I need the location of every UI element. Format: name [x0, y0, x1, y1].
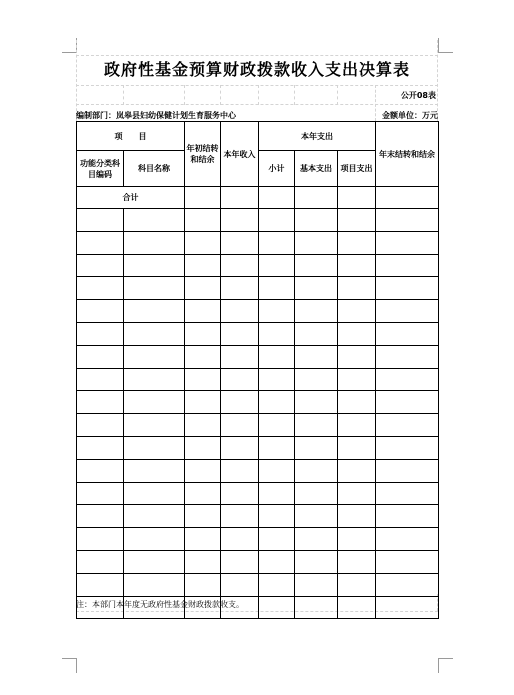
table-cell — [259, 345, 295, 368]
table-cell — [185, 345, 221, 368]
header-beginning-balance: 年初结转和结余 — [185, 122, 221, 187]
table-cell — [259, 277, 295, 300]
table-cell — [124, 345, 185, 368]
table-cell — [124, 573, 185, 596]
table-cell — [185, 231, 221, 254]
table-cell — [376, 414, 439, 437]
table-cell — [259, 231, 295, 254]
table-cell — [124, 277, 185, 300]
table-cell — [221, 414, 259, 437]
table-cell — [338, 368, 376, 391]
table-row — [77, 322, 439, 345]
table-cell — [221, 254, 259, 277]
table-cell — [338, 277, 376, 300]
table-cell — [77, 436, 124, 459]
table-cell — [124, 436, 185, 459]
form-number: 公开08表 — [400, 91, 436, 100]
page-title: 政府性基金预算财政拨款收入支出决算表 — [103, 60, 410, 79]
table-cell — [295, 300, 338, 323]
header-project-expenditure: 项目支出 — [338, 151, 376, 187]
table-cell — [221, 528, 259, 551]
table-cell — [295, 368, 338, 391]
table-cell — [376, 505, 439, 528]
table-cell — [185, 482, 221, 505]
budget-table — [76, 121, 439, 619]
table-cell — [77, 505, 124, 528]
table-row — [77, 573, 439, 596]
table-cell — [221, 482, 259, 505]
table-cell — [185, 322, 221, 345]
table-cell — [338, 596, 376, 619]
table-cell — [185, 209, 221, 232]
total-label: 合计 — [77, 187, 185, 209]
table-cell — [259, 209, 295, 232]
header-basic-expenditure: 基本支出 — [295, 151, 338, 187]
table-cell — [338, 414, 376, 437]
table-cell — [295, 187, 338, 209]
table-row — [77, 505, 439, 528]
table-cell — [77, 231, 124, 254]
header-income: 本年收入 — [221, 122, 259, 187]
table-cell — [221, 322, 259, 345]
table-cell — [221, 231, 259, 254]
header-year-end-balance: 年末结转和结余 — [376, 122, 439, 187]
table-cell — [295, 596, 338, 619]
table-cell — [376, 391, 439, 414]
table-cell — [259, 550, 295, 573]
dept-name: 岚皋县妇幼保健计划生育服务中心 — [116, 111, 236, 120]
table-cell — [338, 573, 376, 596]
table-cell — [185, 414, 221, 437]
table-cell — [124, 254, 185, 277]
unit-label: 金额单位： — [382, 111, 422, 120]
table-cell — [77, 414, 124, 437]
unit-value: 万元 — [422, 111, 438, 120]
table-row — [77, 414, 439, 437]
table-cell — [376, 300, 439, 323]
table-cell — [259, 322, 295, 345]
table-cell — [77, 482, 124, 505]
gridline — [258, 85, 259, 105]
table-cell — [124, 459, 185, 482]
table-cell — [77, 573, 124, 596]
table-cell — [295, 322, 338, 345]
table-cell — [221, 505, 259, 528]
table-cell — [77, 391, 124, 414]
table-cell — [295, 436, 338, 459]
table-cell — [124, 528, 185, 551]
header-function-code: 功能分类科目编码 — [77, 151, 124, 187]
table-cell — [338, 528, 376, 551]
table-cell — [124, 550, 185, 573]
table-cell — [185, 254, 221, 277]
table-row — [77, 459, 439, 482]
footnote: 注：本部门本年度无政府性基金财政拨款收支。 — [76, 600, 244, 609]
gridline — [294, 85, 295, 105]
table-cell — [259, 596, 295, 619]
table-cell — [295, 482, 338, 505]
table-cell — [338, 231, 376, 254]
table-cell — [124, 482, 185, 505]
header-expenditure: 本年支出 — [259, 122, 376, 151]
table-cell — [185, 391, 221, 414]
table-cell — [295, 254, 338, 277]
gridline — [76, 104, 438, 105]
table-cell — [221, 209, 259, 232]
total-row — [77, 187, 439, 209]
table-cell — [338, 254, 376, 277]
table-cell — [124, 209, 185, 232]
table-cell — [295, 573, 338, 596]
table-cell — [376, 436, 439, 459]
table-row — [77, 209, 439, 232]
header-subject-name: 科目名称 — [124, 151, 185, 187]
table-cell — [259, 459, 295, 482]
table-cell — [77, 322, 124, 345]
table-cell — [376, 254, 439, 277]
table-cell — [221, 436, 259, 459]
table-cell — [77, 345, 124, 368]
dept-label: 编制部门： — [76, 111, 116, 120]
table-cell — [295, 459, 338, 482]
table-cell — [259, 391, 295, 414]
table-row — [77, 550, 439, 573]
table-cell — [185, 368, 221, 391]
gridline — [375, 85, 376, 121]
table-cell — [185, 436, 221, 459]
table-cell — [376, 209, 439, 232]
table-cell — [376, 596, 439, 619]
table-cell — [295, 528, 338, 551]
table-cell — [185, 187, 221, 209]
table-cell — [338, 482, 376, 505]
table-cell — [259, 482, 295, 505]
table-cell — [185, 505, 221, 528]
table-cell — [338, 436, 376, 459]
table-cell — [295, 345, 338, 368]
table-cell — [124, 300, 185, 323]
table-cell — [338, 391, 376, 414]
table-cell — [77, 254, 124, 277]
header-items: 项 目 — [77, 122, 185, 151]
table-cell — [338, 550, 376, 573]
table-cell — [338, 300, 376, 323]
table-cell — [221, 550, 259, 573]
table-cell — [376, 459, 439, 482]
table-cell — [221, 368, 259, 391]
table-cell — [376, 277, 439, 300]
crop-mark-top-right — [438, 38, 453, 53]
table-cell — [124, 391, 185, 414]
table-cell — [338, 459, 376, 482]
table-row — [77, 436, 439, 459]
table-cell — [376, 528, 439, 551]
table-cell — [376, 573, 439, 596]
table-cell — [77, 528, 124, 551]
crop-mark-bottom-right — [438, 658, 453, 673]
table-cell — [185, 573, 221, 596]
table-cell — [295, 414, 338, 437]
table-cell — [376, 482, 439, 505]
table-cell — [259, 528, 295, 551]
table-cell — [338, 505, 376, 528]
table-cell — [77, 459, 124, 482]
crop-mark-top-left — [62, 38, 77, 53]
compiling-department — [76, 110, 236, 121]
table-cell — [221, 391, 259, 414]
table-cell — [295, 550, 338, 573]
table-cell — [221, 345, 259, 368]
table-row — [77, 345, 439, 368]
table-cell — [221, 459, 259, 482]
table-cell — [221, 300, 259, 323]
table-cell — [338, 322, 376, 345]
table-cell — [259, 368, 295, 391]
table-cell — [295, 391, 338, 414]
table-cell — [376, 368, 439, 391]
table-row — [77, 300, 439, 323]
table-cell — [124, 322, 185, 345]
table-cell — [376, 322, 439, 345]
table-cell — [185, 528, 221, 551]
table-row — [77, 482, 439, 505]
table-cell — [338, 345, 376, 368]
table-cell — [124, 505, 185, 528]
crop-mark-bottom-left — [62, 658, 77, 673]
table-cell — [338, 209, 376, 232]
gridline — [123, 85, 124, 105]
table-row — [77, 391, 439, 414]
amount-unit — [382, 110, 438, 121]
table-cell — [77, 209, 124, 232]
table-cell — [77, 300, 124, 323]
gridline — [76, 85, 438, 86]
table-cell — [295, 231, 338, 254]
table-cell — [376, 231, 439, 254]
table-row — [77, 528, 439, 551]
table-cell — [124, 368, 185, 391]
table-cell — [185, 459, 221, 482]
table-cell — [185, 277, 221, 300]
table-cell — [259, 254, 295, 277]
table-cell — [124, 414, 185, 437]
gridline — [220, 85, 221, 105]
gridline — [184, 85, 185, 105]
table-cell — [185, 550, 221, 573]
table-cell — [295, 277, 338, 300]
table-cell — [295, 505, 338, 528]
table-cell — [77, 550, 124, 573]
table-cell — [221, 573, 259, 596]
table-cell — [259, 414, 295, 437]
table-row — [77, 368, 439, 391]
table-cell — [77, 277, 124, 300]
table-cell — [259, 573, 295, 596]
table-cell — [221, 187, 259, 209]
table-cell — [185, 300, 221, 323]
table-cell — [376, 345, 439, 368]
header-subtotal: 小计 — [259, 151, 295, 187]
table-cell — [376, 187, 439, 209]
table-cell — [259, 436, 295, 459]
table-cell — [376, 550, 439, 573]
table-cell — [259, 300, 295, 323]
table-row — [77, 254, 439, 277]
table-cell — [221, 277, 259, 300]
table-cell — [77, 368, 124, 391]
table-cell — [124, 231, 185, 254]
gridline — [337, 85, 338, 105]
table-row — [77, 231, 439, 254]
table-row — [77, 277, 439, 300]
table-cell — [259, 187, 295, 209]
table-cell — [295, 209, 338, 232]
table-cell — [259, 505, 295, 528]
table-cell — [338, 187, 376, 209]
